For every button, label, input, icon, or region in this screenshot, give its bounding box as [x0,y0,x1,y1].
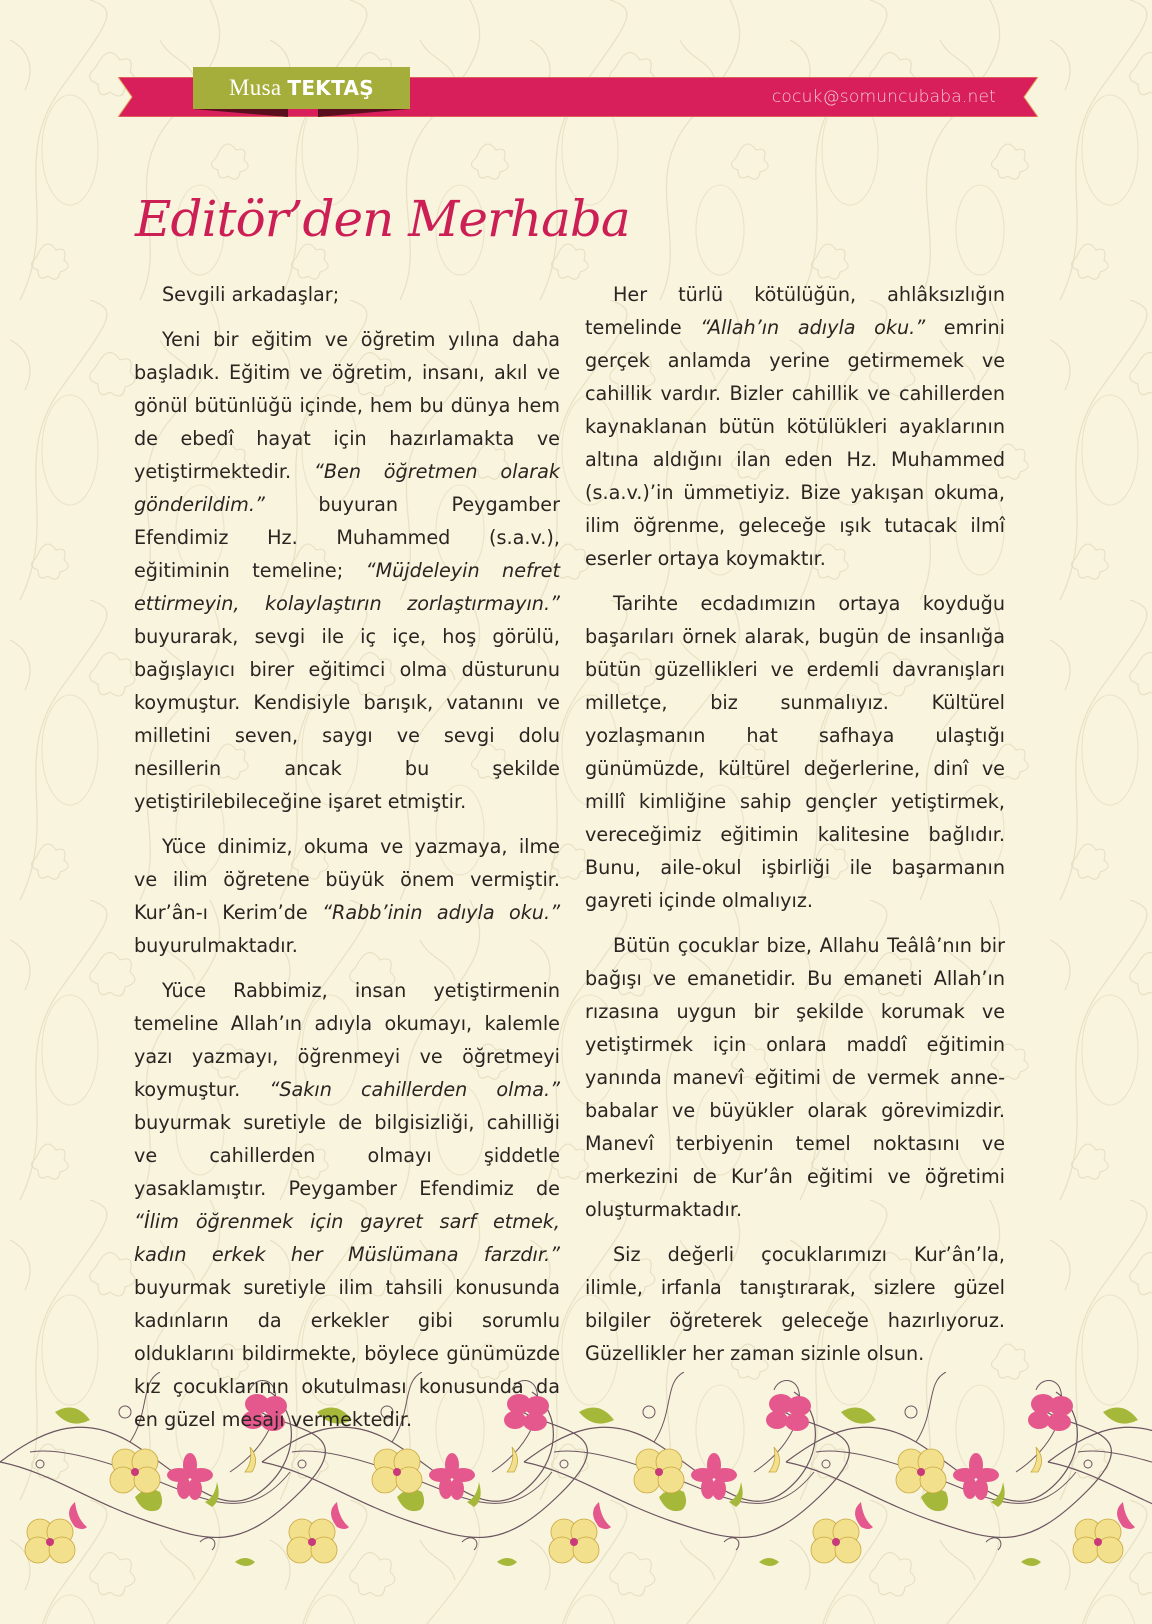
text-run: buyurmak suretiyle de bilgisizliği, cahilliği ve cahillerden olmayı şiddetle yasaklamıştır. Peygamber Efendimiz de [134,1111,560,1200]
paragraph [134,974,560,1436]
paragraph [585,278,1005,575]
text-run: Yüce Rabbimiz, insan yetiştirmenin temeline Allah’ın adıyla okumayı, kalemle yazı yazmayı, öğrenmeyi ve öğretmeyi koymuştur. [134,979,560,1101]
text-run: buyurulmaktadır. [134,934,298,957]
text-run: Yeni bir eğitim ve öğretim yılına daha başladık. Eğitim ve öğretim, insanı, akıl ve gönül bütünlüğü içinde, hem bu dünya hem de ebedî hayat için hazırlamakta ve yetiştirmektedir. [134,328,560,483]
text-run: Her türlü kötülüğün, ahlâksızlığın temelinde [585,283,1005,339]
text-run: buyurmak suretiyle ilim tahsili konusunda kadınların da erkekler gibi sorumlu olduklarını bildirmekte, böylece günümüzde kız çocuklarının okutulması konusunda da en güzel mesajı vermektedir. [134,1276,560,1431]
greeting: Sevgili arkadaşlar; [162,283,340,306]
author-first-name: Musa [229,75,282,100]
quote: “Sakın cahillerden olma.” [269,1078,560,1101]
floral-motif [524,1372,849,1566]
page-title: Editör’den Merhaba [135,190,630,248]
paragraph: Tarihte ecdadımızın ortaya koyduğu başarıları örnek alarak, bugün de insanlığa bütün güzellikleri ve erdemli davranışları milletçe, biz sunmalıyız. Kültürel yozlaşmanın hat safhaya ulaştığı günümüzde, kültürel değerlerine, dinî ve millî kimliğine sahip gençler yetiştirmek, vereceğimiz eğitimin kalitesine bağlıdır. Bunu, aile-okul işbirliği ile başarmanın gayreti içinde olmalıyız. [585,592,1005,912]
quote: “Allah’ın adıyla oku.” [700,316,926,339]
paragraph: Siz değerli çocuklarımızı Kur’ân’la, ilimle, irfanla tanıştırarak, sizlere güzel bilgiler öğreterek geleceğe hazırlıyoruz. Güzellikler her zaman sizinle olsun. [585,1243,1005,1365]
text-run: Yüce dinimiz, okuma ve yazmaya, ilme ve ilim öğretene büyük önem vermiştir. Kur’ân-ı Kerim’de [134,835,560,924]
paragraph: Bütün çocuklar bize, Allahu Teâlâ’nın bir bağışı ve emanetidir. Bu emaneti Allah’ın rızasına uygun bir şekilde korumak ve yetiştirmek için onlara maddî eğitimin yanında manevî eğitimi de vermek anne-babalar ve büyükler olarak görevimizdir. Manevî terbiyenin temel noktasını ve merkezini de Kur’ân eğitimi ve öğretimi oluşturmaktadır. [585,934,1005,1221]
paragraph [134,323,560,818]
contact-email[interactable]: cocuk@somuncubaba.net [771,87,996,107]
author-name-tab [193,67,410,109]
text-run: buyuran Peygamber Efendimiz Hz. Muhammed (s.a.v.), eğitiminin temeline; [134,493,560,582]
quote: “Ben öğretmen olarak gönderildim.” [134,460,560,516]
text-run: emrini gerçek anlamda yerine getirmemek ve cahillik vardır. Bizler cahillik ve cahillerden kaynaklanan bütün kötülükleri ayaklarının altına aldığını ilan eden Hz. Muhammed (s.a.v.)’in ümmetiyiz. Bize yakışan okuma, ilim öğrenme, geleceğe ışık tutacak ilmî eserler ortaya koymaktır. [585,316,1006,570]
article-column-right [585,278,1005,1382]
paragraph [134,830,560,962]
quote: “İlim öğrenmek için gayret sarf etmek, kadın erkek her Müslümana farzdır.” [134,1210,560,1266]
header-banner [118,77,1038,117]
quote: “Müjdeleyin nefret ettirmeyin, kolaylaştırın zorlaştırmayın.” [134,559,560,615]
author-last-name: TEKTAŞ [287,76,374,100]
article-column-left [134,278,560,1448]
text-run: buyurarak, sevgi ile iç içe, hoş görülü, bağışlayıcı birer eğitimci olma düsturunu koymuştur. Kendisiyle barışık, vatanını ve milletini seven, saygı ve sevgi dolu nesillerin ancak bu şekilde yetiştirilebileceğine işaret etmiştir. [134,625,560,813]
quote: “Rabb’inin adıyla oku.” [322,901,561,924]
floral-motif [786,1372,1111,1566]
